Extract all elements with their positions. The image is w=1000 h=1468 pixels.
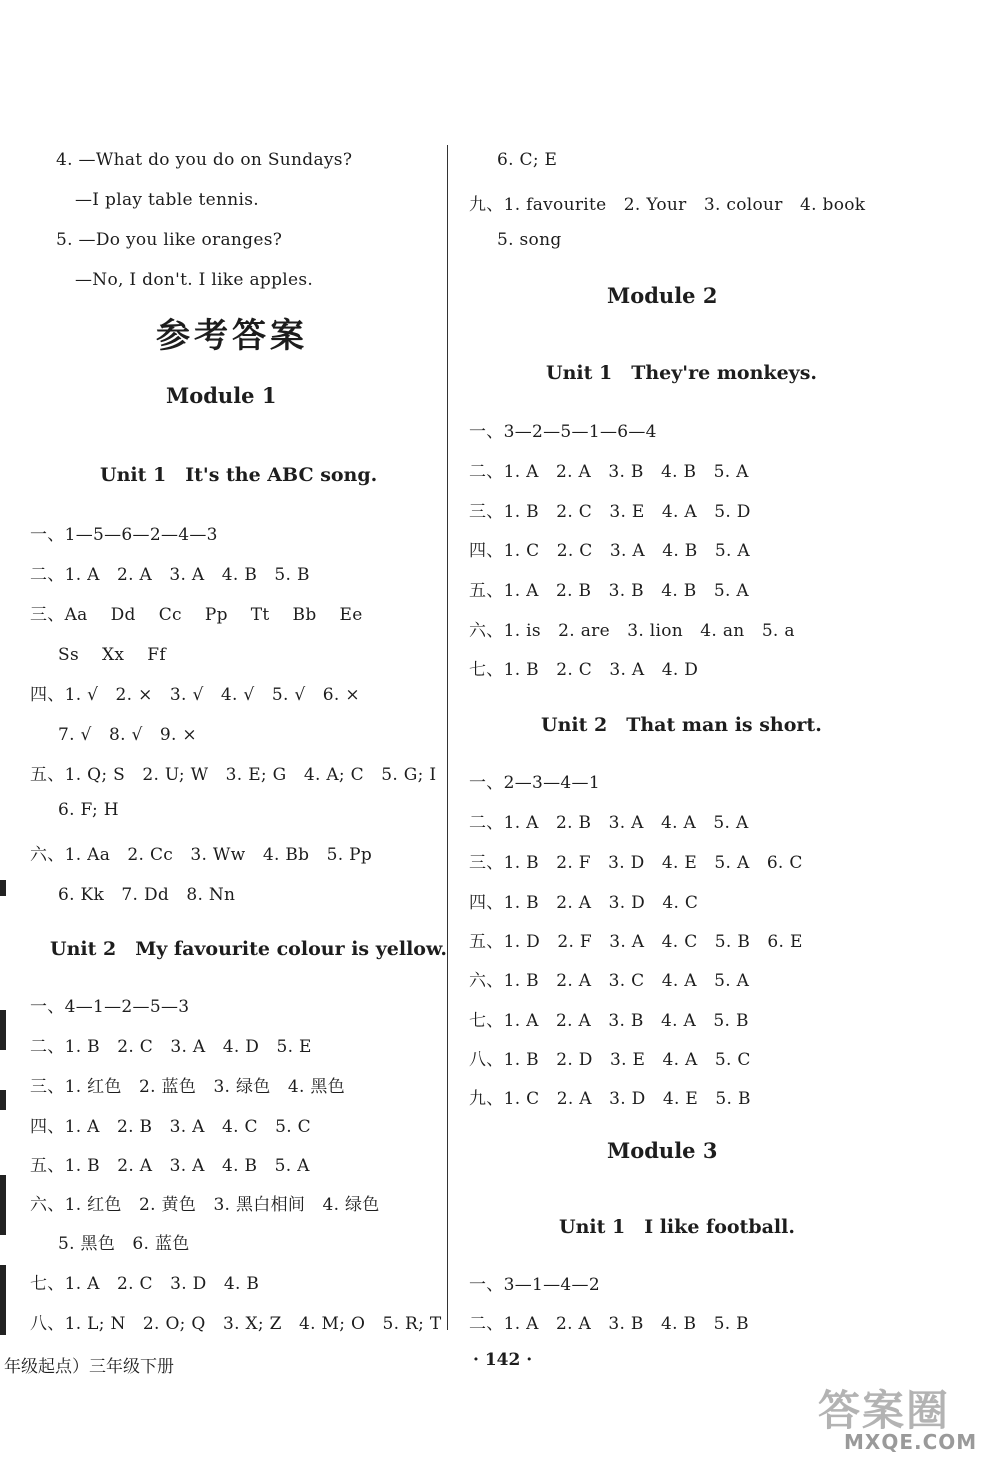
- page-edge-mark: [0, 1175, 6, 1235]
- answer-line: 三、1. B 2. F 3. D 4. E 5. A 6. C: [469, 853, 803, 873]
- answer-line: 一、2—3—4—1: [469, 773, 600, 793]
- answer-line: 6. Kk 7. Dd 8. Nn: [58, 885, 236, 905]
- watermark-text: 答案圈: [818, 1386, 951, 1435]
- answer-line: 二、1. A 2. A 3. B 4. B 5. B: [469, 1314, 749, 1334]
- answer-line: 六、1. is 2. are 3. lion 4. an 5. a: [469, 621, 795, 641]
- answer-line: 7. √ 8. √ 9. ×: [58, 725, 197, 745]
- answer-line: 5. song: [497, 230, 562, 250]
- answer-line: 6. C; E: [497, 150, 558, 170]
- answer-line: 四、1. √ 2. × 3. √ 4. √ 5. √ 6. ×: [30, 685, 360, 705]
- unit-title: Unit 1 It's the ABC song.: [100, 464, 378, 486]
- answer-line: 四、1. A 2. B 3. A 4. C 5. C: [30, 1117, 311, 1137]
- answer-line: 六、1. Aa 2. Cc 3. Ww 4. Bb 5. Pp: [30, 845, 373, 865]
- answer-line: 八、1. B 2. D 3. E 4. A 5. C: [469, 1050, 751, 1070]
- book-label: 年级起点）三年级下册: [4, 1357, 174, 1377]
- page-edge-mark: [0, 1265, 6, 1335]
- unit-title: Unit 2 That man is short.: [541, 714, 822, 736]
- answer-line: 一、4—1—2—5—3: [30, 997, 190, 1017]
- answer-line: 七、1. B 2. C 3. A 4. D: [469, 660, 699, 680]
- answer-line: 七、1. A 2. A 3. B 4. A 5. B: [469, 1011, 749, 1031]
- answer-line: 二、1. A 2. A 3. A 4. B 5. B: [30, 565, 310, 585]
- dialogue-line: 5. —Do you like oranges?: [56, 230, 283, 250]
- answer-line: 八、1. L; N 2. O; Q 3. X; Z 4. M; O 5. R; T: [30, 1314, 442, 1334]
- page-edge-mark: [0, 880, 6, 896]
- answer-line: 三、1. B 2. C 3. E 4. A 5. D: [469, 502, 751, 522]
- answer-line: 四、1. B 2. A 3. D 4. C: [469, 893, 699, 913]
- module-title: Module 2: [607, 283, 718, 308]
- answer-line: Ss Xx Ff: [58, 645, 166, 665]
- dialogue-line: —No, I don't. I like apples.: [75, 270, 314, 290]
- dialogue-line: 4. —What do you do on Sundays?: [56, 150, 353, 170]
- answer-line: 五、1. Q; S 2. U; W 3. E; G 4. A; C 5. G; I: [30, 765, 437, 785]
- answer-line: 6. F; H: [58, 800, 119, 820]
- answer-line: 六、1. 红色 2. 黄色 3. 黑白相间 4. 绿色: [30, 1195, 380, 1215]
- page-edge-mark: [0, 1090, 6, 1110]
- dialogue-line: —I play table tennis.: [75, 190, 259, 210]
- answer-line: 六、1. B 2. A 3. C 4. A 5. A: [469, 971, 750, 991]
- answer-line: 五、1. A 2. B 3. B 4. B 5. A: [469, 581, 749, 601]
- answer-line: 二、1. A 2. A 3. B 4. B 5. A: [469, 462, 749, 482]
- unit-title: Unit 1 They're monkeys.: [546, 362, 818, 384]
- watermark-logo: [810, 1378, 990, 1458]
- page-edge-mark: [0, 1010, 6, 1050]
- answer-line: 二、1. B 2. C 3. A 4. D 5. E: [30, 1037, 312, 1057]
- answer-line: 一、3—1—4—2: [469, 1275, 600, 1295]
- column-divider: [447, 145, 448, 1330]
- page-number: · 142 ·: [473, 1350, 533, 1370]
- module-title: Module 1: [166, 383, 277, 408]
- answer-line: 五、1. B 2. A 3. A 4. B 5. A: [30, 1156, 310, 1176]
- answer-line: 一、1—5—6—2—4—3: [30, 525, 218, 545]
- answer-line: 二、1. A 2. B 3. A 4. A 5. A: [469, 813, 749, 833]
- unit-title: Unit 1 I like football.: [559, 1216, 795, 1238]
- answer-line: 三、Aa Dd Cc Pp Tt Bb Ee: [30, 605, 363, 625]
- answer-line: 5. 黑色 6. 蓝色: [58, 1234, 190, 1254]
- page-title: 参考答案: [156, 316, 308, 356]
- answer-line: 五、1. D 2. F 3. A 4. C 5. B 6. E: [469, 932, 803, 952]
- answer-line: 一、3—2—5—1—6—4: [469, 422, 657, 442]
- watermark-site: MXQE.COM: [844, 1430, 978, 1454]
- answer-line: 三、1. 红色 2. 蓝色 3. 绿色 4. 黑色: [30, 1077, 345, 1097]
- answer-line: 九、1. favourite 2. Your 3. colour 4. book: [469, 195, 866, 215]
- module-title: Module 3: [607, 1138, 718, 1163]
- answer-line: 四、1. C 2. C 3. A 4. B 5. A: [469, 541, 750, 561]
- unit-title: Unit 2 My favourite colour is yellow.: [50, 938, 448, 960]
- answer-line: 九、1. C 2. A 3. D 4. E 5. B: [469, 1089, 751, 1109]
- answer-line: 七、1. A 2. C 3. D 4. B: [30, 1274, 260, 1294]
